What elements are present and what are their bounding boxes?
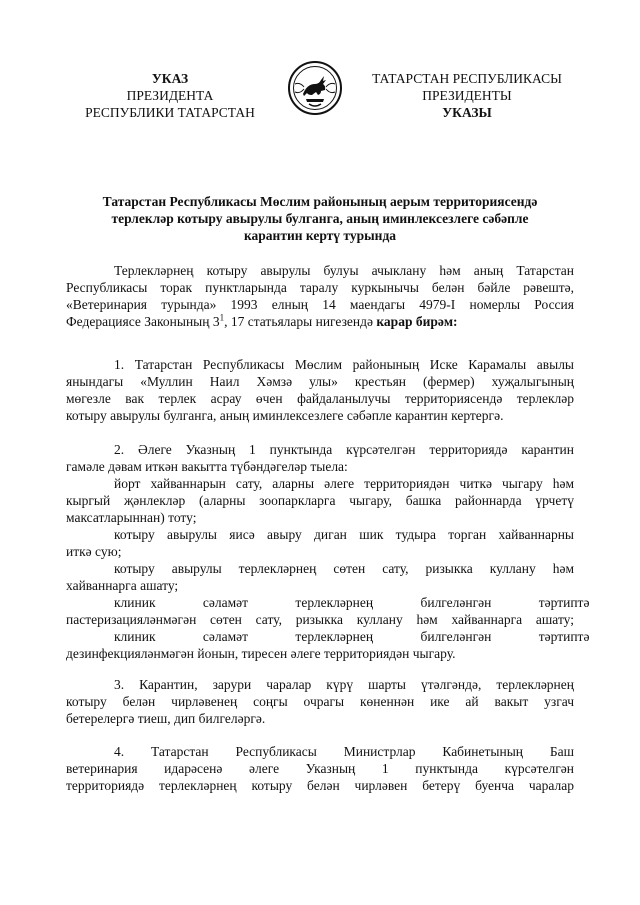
text-line: янындагы «Муллин Наил Хәмзә улы» крестьян (фермер) хуҗалыгының	[66, 374, 574, 389]
text-line: максатларыннан) тоту;	[66, 510, 197, 525]
text-line: территориядә терлекләрнең котыру белән чирләвен бетерү буенча чаралар	[66, 778, 574, 793]
header-right-line: УКАЗЫ	[442, 105, 492, 120]
text-line: ветеринария идарәсенә әлеге Указның 1 пунктында күрсәтелгән	[66, 761, 574, 776]
paragraph-item-3	[66, 676, 574, 727]
text-line: 2. Әлеге Указның 1 пунктында күрсәтелгән территориядә карантин	[114, 442, 574, 457]
text-fragment: , 17 статьялары нигезендә	[224, 314, 377, 329]
paragraph-item-4	[66, 743, 574, 794]
decree-phrase: карар бирәм:	[376, 314, 458, 329]
text-line: 4. Татарстан Республикасы Министрлар Кабинетының Баш	[114, 744, 574, 759]
header-right	[362, 70, 572, 121]
title-line: терлекләр котыру авырулы булганга, аның иминлексезлеге сәбәпле	[111, 211, 529, 226]
text-line: бетерелергә тиеш, дип билгеләргә.	[66, 711, 266, 726]
text-line: котыру авырулы яисә авыру диган шик тудыра торган хайваннарны	[114, 527, 574, 542]
text-line: пастеризацияләнмәгән сөтен сату, ризыкка куллану һәм хайваннарга ашату;	[66, 612, 574, 627]
text-fragment: Федерациясе Законының 3	[66, 314, 220, 329]
title-line: карантин кертү турында	[243, 228, 397, 243]
decree-title	[66, 193, 574, 244]
text-line: Терлекләрнең котыру авырулы булуы ачыклану һәм аның Татарстан	[114, 263, 574, 278]
text-line: гамәле дәвам иткән вакытта түбәндәгеләр тыела:	[66, 459, 348, 474]
text-line: котыру авырулы булганга, аның иминлексезлеге сәбәпле карантин кертергә.	[66, 408, 504, 423]
text-line	[66, 313, 574, 330]
text-line: котыру авырулы терлекләрнең сөтен сату, ризыкка куллану һәм	[114, 561, 574, 576]
header-left-line: РЕСПУБЛИКИ ТАТАРСТАН	[85, 105, 255, 120]
superscript: 1	[219, 312, 225, 323]
text-line: кыргый җәнлекләр (аларны зоопаркларга чыгару, башка районнарда үрчетү	[66, 493, 574, 508]
header-right-line: ТАТАРСТАН РЕСПУБЛИКАСЫ	[372, 71, 562, 86]
header-left-line: УКАЗ	[151, 71, 189, 86]
header-left	[70, 70, 270, 121]
text-line: дезинфекцияләнмәгән йонын, тиресен әлеге территориядән чыгару.	[66, 646, 456, 661]
title-line: Татарстан Республикасы Мөслим районының аерым территориясендә	[102, 194, 538, 209]
text-line: мөгезле вак терлек асрау өчен файдаланылучы территориясендә терлекләр	[66, 391, 574, 406]
text-line: Республикасы торак пунктларында таралу куркынычы белән бәйле рәвештә,	[66, 280, 574, 295]
text-line: йорт хайваннарын сату, аларны әлеге территориядән читкә чыгару һәм	[114, 476, 574, 491]
text-line: котыру белән чирләвенең соңгы очрагы көненнән ике ай вакыт узгач	[66, 694, 574, 709]
paragraph-item-1	[66, 356, 574, 424]
coat-of-arms-icon	[287, 60, 343, 116]
header-right-line: ПРЕЗИДЕНТЫ	[422, 88, 512, 103]
text-line: «Ветеринария турында» 1993 елның 14 маендагы 4979-I номерлы Россия	[66, 297, 574, 312]
text-line: 1. Татарстан Республикасы Мөслим районының Иске Карамалы авылы	[114, 357, 574, 372]
text-line: хайваннарга ашату;	[66, 578, 179, 593]
paragraph-item-2	[66, 441, 590, 662]
text-line: клиник сәламәт терлекләрнең билгеләнгән тәртиптә	[114, 629, 590, 644]
text-line: иткә сую;	[66, 544, 122, 559]
header-left-line: ПРЕЗИДЕНТА	[126, 88, 214, 103]
text-line: 3. Карантин, зарури чаралар күрү шарты үтәлгәндә, терлекләрнең	[114, 677, 574, 692]
text-line: клиник сәламәт терлекләрнең билгеләнгән тәртиптә	[114, 595, 590, 610]
paragraph-preamble	[66, 262, 574, 330]
